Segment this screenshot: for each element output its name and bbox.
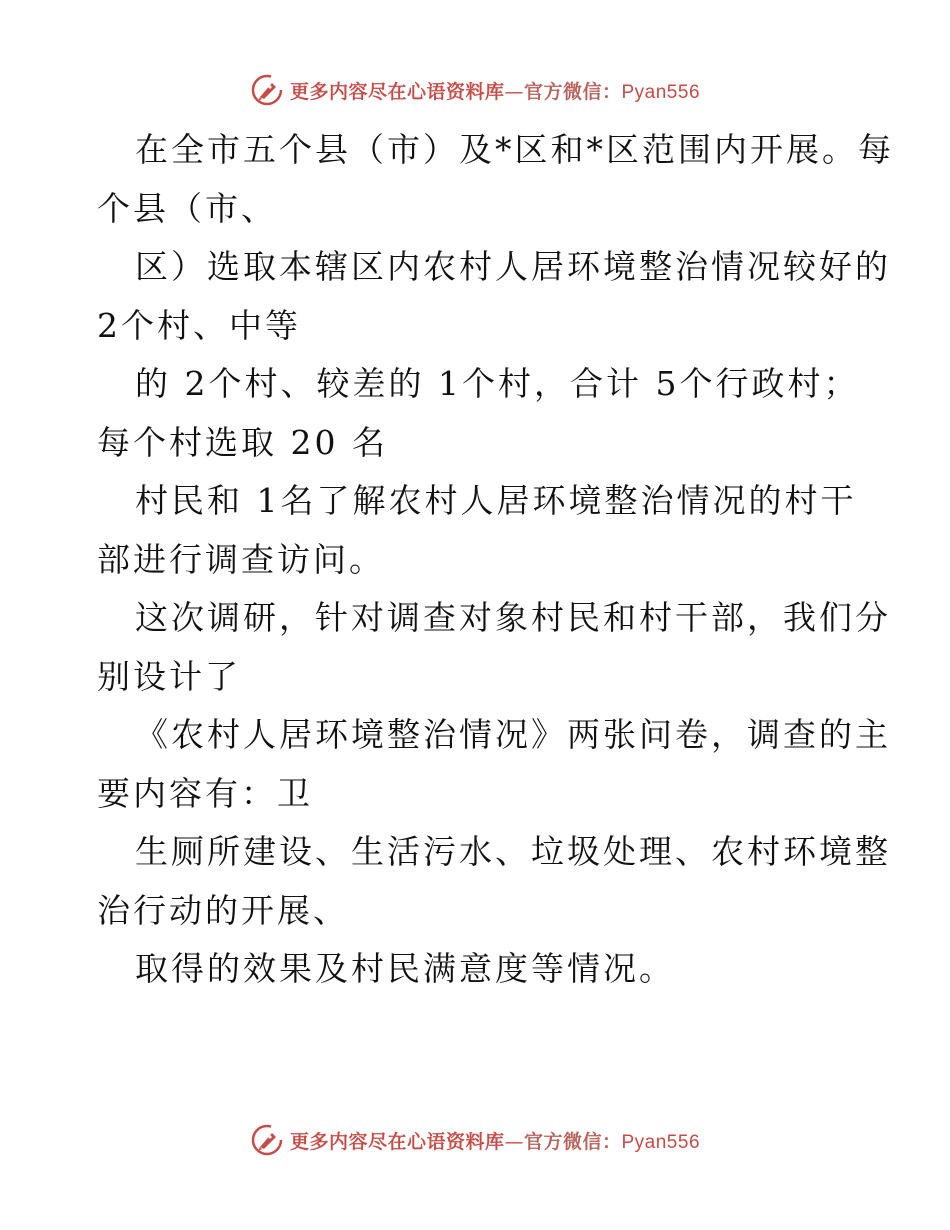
body-text-line: 2个村、中等 (97, 305, 301, 345)
body-text-line: 治行动的开展、 (97, 890, 349, 930)
header-watermark-banner (0, 70, 950, 110)
header-separator: — (504, 80, 524, 103)
body-text-line: 部进行调查访问。 (97, 539, 385, 579)
body-text-line: 每个村选取 20 名 (97, 422, 388, 462)
body-text-line: 别设计了 (97, 656, 241, 696)
footer-site-text: 更多内容尽在心语资料库 (289, 1130, 505, 1153)
body-text-line: 要内容有：卫 (97, 773, 313, 813)
footer-wechat-label: 官方微信： (523, 1130, 622, 1153)
body-text-line: 个县（市、 (97, 188, 277, 228)
footer-watermark-banner (0, 1120, 950, 1160)
pen-nib-logo-icon (250, 73, 284, 107)
body-text-line: 《农村人居环境整治情况》两张问卷，调查的主 (135, 715, 891, 754)
document-body (97, 121, 894, 999)
body-text-line: 村民和 1名了解农村人居环境整治情况的村干 (135, 481, 857, 520)
header-wechat-id: Pyan556 (621, 81, 701, 103)
body-text-line: 的 2个村、较差的 1个村，合计 5个行政村； (135, 364, 860, 403)
body-text-line: 取得的效果及村民满意度等情况。 (135, 949, 675, 988)
body-text-line: 这次调研，针对调查对象村民和村干部，我们分 (135, 598, 891, 637)
header-wechat-label: 官方微信： (523, 80, 622, 103)
header-site-text: 更多内容尽在心语资料库 (289, 80, 505, 103)
pen-nib-logo-icon (250, 1123, 284, 1157)
footer-separator: — (504, 1130, 524, 1153)
body-text-line: 区）选取本辖区内农村人居环境整治情况较好的 (135, 247, 891, 286)
footer-wechat-id: Pyan556 (621, 1131, 701, 1153)
header-banner-text (290, 77, 700, 104)
footer-banner-text (290, 1127, 700, 1154)
body-text-line: 生厕所建设、生活污水、垃圾处理、农村环境整 (135, 832, 891, 871)
body-text-line: 在全市五个县（市）及*区和*区范围内开展。每 (135, 130, 894, 169)
